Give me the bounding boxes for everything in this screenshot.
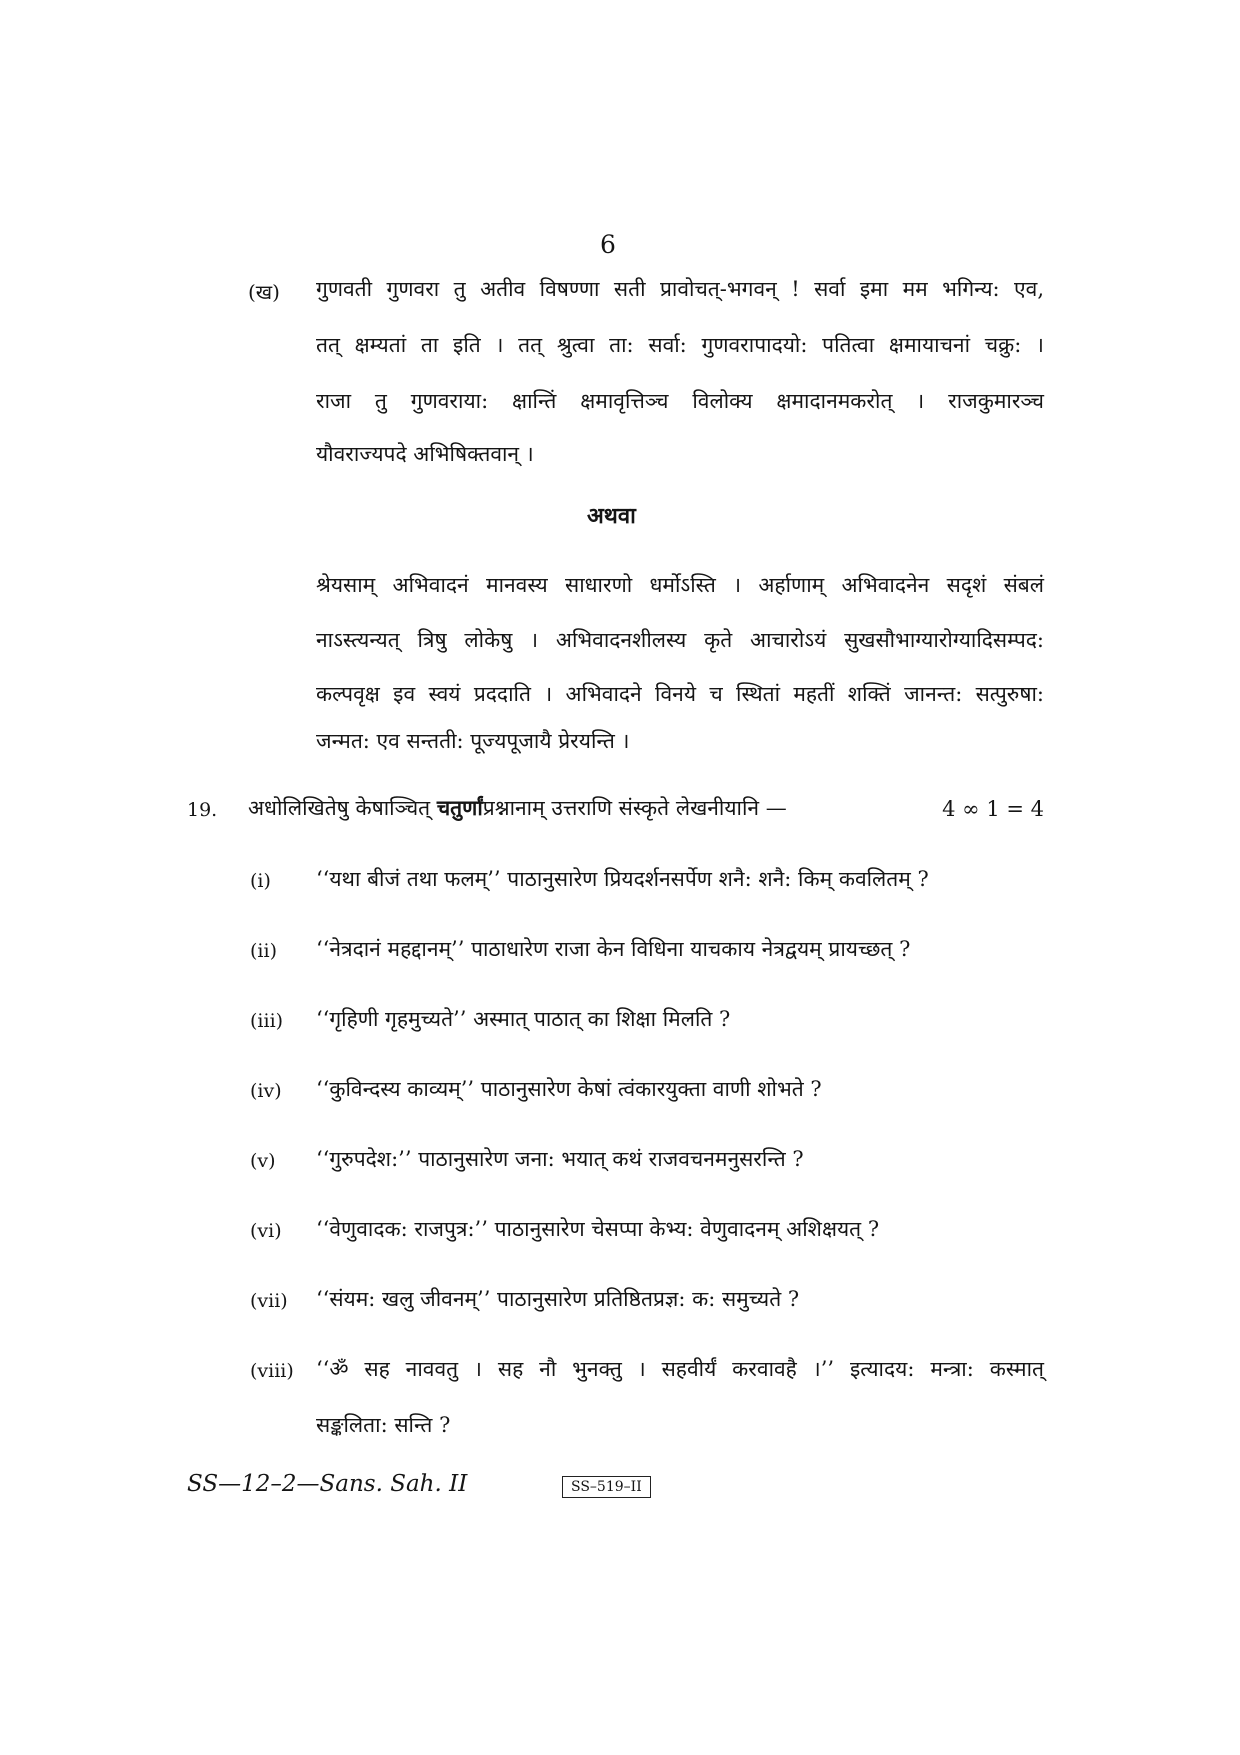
question-19-number: 19. <box>187 799 218 821</box>
item-text-i: ‘‘यथा बीजं तथा फलम्’’ पाठानुसारेण प्रियदर्शनसर्पेण शनै: शनै: किम् कवलितम् ? <box>316 867 929 891</box>
footer-code-box: SS–519–II <box>562 1476 651 1498</box>
section-kha-label: (ख) <box>248 280 280 304</box>
item-text-v: ‘‘गुरुपदेश:’’ पाठानुसारेण जना: भयात् कथं राजवचनमनुसरन्ति ? <box>316 1147 804 1171</box>
item-label-ii: (ii) <box>250 940 277 962</box>
item-label-i: (i) <box>250 870 271 892</box>
item-text-viii: ‘‘ॐ सह नाववतु । सह नौ भुनक्तु । सहवीर्यं करवावहै ।’’ इत्यादय: मन्त्रा: कस्मात् <box>316 1357 1044 1381</box>
section-kha-line-1: गुणवती गुणवरा तु अतीव विषण्णा सती प्रावोचत्-भगवन् ! सर्वा इमा मम भगिन्य: एव, <box>316 277 1044 301</box>
item-text-ii: ‘‘नेत्रदानं महद्दानम्’’ पाठाधारेण राजा केन विधिना याचकाय नेत्रद्वयम् प्रायच्छत् ? <box>316 937 911 961</box>
section-kha-line-4: यौवराज्यपदे अभिषिक्तवान् । <box>316 442 534 466</box>
question-19-marks: 4 ∞ 1 = 4 <box>942 797 1044 821</box>
athava-heading: अथवा <box>587 503 636 529</box>
item-text-vii: ‘‘संयम: खलु जीवनम्’’ पाठानुसारेण प्रतिष्ठितप्रज्ञ: क: समुच्यते ? <box>316 1287 800 1311</box>
item-label-iii: (iii) <box>250 1010 284 1032</box>
prompt-part-2: प्रश्नानाम् उत्तराणि संस्कृते लेखनीयानि — <box>482 796 787 820</box>
item-label-vi: (vi) <box>250 1220 282 1242</box>
footer-paper-code: SS—12–2—Sans. Sah. II <box>187 1471 468 1497</box>
item-text-iv: ‘‘कुविन्दस्य काव्यम्’’ पाठानुसारेण केषां त्वंकारयुक्ता वाणी शोभते ? <box>316 1077 822 1101</box>
section-kha-line-3: राजा तु गुणवराया: क्षान्तिं क्षमावृत्तिञ्च विलोक्य क्षमादानमकरोत् । राजकुमारञ्च <box>316 389 1044 413</box>
alt-passage-line-1: श्रेयसाम् अभिवादनं मानवस्य साधारणो धर्मोऽस्ति । अर्हाणाम् अभिवादनेन सदृशं संबलं <box>316 573 1044 597</box>
item-text-iii: ‘‘गृहिणी गृहमुच्यते’’ अस्मात् पाठात् का शिक्षा मिलति ? <box>316 1007 731 1031</box>
section-kha-line-2: तत् क्षम्यतां ता इति । तत् श्रुत्वा ता: सर्वा: गुणवरापादयो: पतित्वा क्षमायाचनां चक्रु: । <box>316 333 1044 357</box>
alt-passage-line-4: जन्मत: एव सन्तती: पूज्यपूजायै प्रेरयन्ति । <box>316 729 630 753</box>
question-19-prompt <box>248 793 787 823</box>
item-label-vii: (vii) <box>250 1290 288 1312</box>
prompt-part-1: अधोलिखितेषु केषाञ्चित् <box>248 796 431 820</box>
prompt-bold-word: चतुर्णां <box>436 795 483 820</box>
alt-passage-line-2: नाऽस्त्यन्यत् त्रिषु लोकेषु । अभिवादनशीलस्य कृते आचारोऽयं सुखसौभाग्यारोग्यादिसम्पद: <box>316 628 1044 652</box>
alt-passage-line-3: कल्पवृक्ष इव स्वयं प्रददाति । अभिवादने विनये च स्थितां महतीं शक्तिं जानन्त: सत्पुरुषा: <box>316 682 1044 706</box>
item-label-iv: (iv) <box>250 1080 282 1102</box>
item-text-vi: ‘‘वेणुवादक: राजपुत्र:’’ पाठानुसारेण चेसप्पा केभ्य: वेणुवादनम् अशिक्षयत् ? <box>316 1217 880 1241</box>
item-text-viii-cont: सङ्कलिता: सन्ति ? <box>316 1413 451 1437</box>
item-label-v: (v) <box>250 1150 276 1172</box>
item-label-viii: (viii) <box>250 1360 294 1382</box>
page-number: 6 <box>600 230 616 259</box>
